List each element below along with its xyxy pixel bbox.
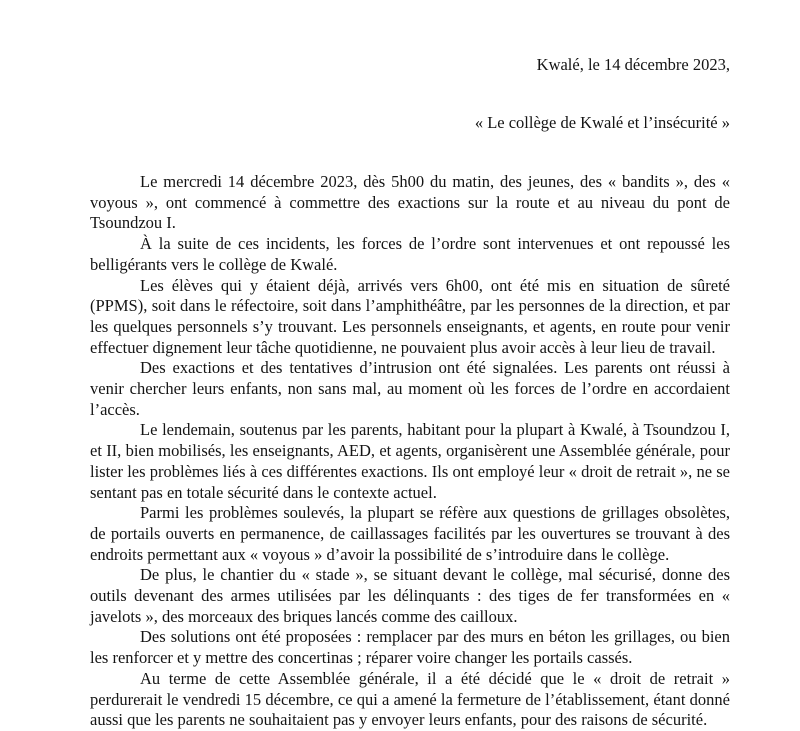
paragraph: Parmi les problèmes soulevés, la plupart se réfère aux questions de grillages obsolètes, de portails ouverts en permanence, de caillassages facilités par les ouvertures se trouvant à des endroits permettant aux « voyous » d’avoir la possibilité de s’introduire dans le collège. <box>90 503 730 564</box>
paragraph: Des solutions ont été proposées : remplacer par des murs en béton les grillages, ou bien les renforcer et y mettre des concertinas ; réparer voire changer les portails cassés. <box>90 627 730 668</box>
paragraph: De plus, le chantier du « stade », se situant devant le collège, mal sécurisé, donne des outils devenant des armes utilisées par les délinquants : des tiges de fer transformées en « javelots », des morceaux des briques lancés comme des cailloux. <box>90 565 730 626</box>
paragraph: À la suite de ces incidents, les forces de l’ordre sont intervenues et ont repoussé les belligérants vers le collège de Kwalé. <box>90 234 730 274</box>
paragraph: Au terme de cette Assemblée générale, il a été décidé que le « droit de retrait » perdurerait le vendredi 15 décembre, ce qui a amené la fermeture de l’établissement, étant donné aussi que les parents ne souhaitaient pas y envoyer leurs enfants, pour des raisons de sécurité. <box>90 668 730 730</box>
paragraph: Des exactions et des tentatives d’intrusion ont été signalées. Les parents ont réussi à venir chercher leurs enfants, non sans mal, au moment où les forces de l’ordre en accordaient l’accès. <box>90 358 730 419</box>
paragraph: Le mercredi 14 décembre 2023, dès 5h00 du matin, des jeunes, des « bandits », des « voyous », ont commencé à commettre des exactions sur la route et au niveau du pont de Tsoundzou I. <box>90 172 730 233</box>
paragraph: Les élèves qui y étaient déjà, arrivés vers 6h00, ont été mis en situation de sûreté (PPMS), soit dans le réfectoire, soit dans l’amphithéâtre, par les personnes de la direction, et par les quelques personnels s’y trouvant. Les personnels enseignants, et agents, en route pour venir effectuer dignement leur tâche quotidienne, ne pouvaient plus avoir accès à leur lieu de travail. <box>90 275 730 357</box>
paragraph: Le lendemain, soutenus par les parents, habitant pour la plupart à Kwalé, à Tsoundzou I, et II, bien mobilisés, les enseignants, AED, et agents, organisèrent une Assemblée générale, pour lister les problèmes liés à ces différentes exactions. Ils ont employé leur « droit de retrait », ne se sentant pas en totale sécurité dans le contexte actuel. <box>90 420 730 502</box>
date-line: Kwalé, le 14 décembre 2023, <box>536 55 730 74</box>
document-title: « Le collège de Kwalé et l’insécurité » <box>474 113 730 132</box>
document-body <box>90 172 730 731</box>
